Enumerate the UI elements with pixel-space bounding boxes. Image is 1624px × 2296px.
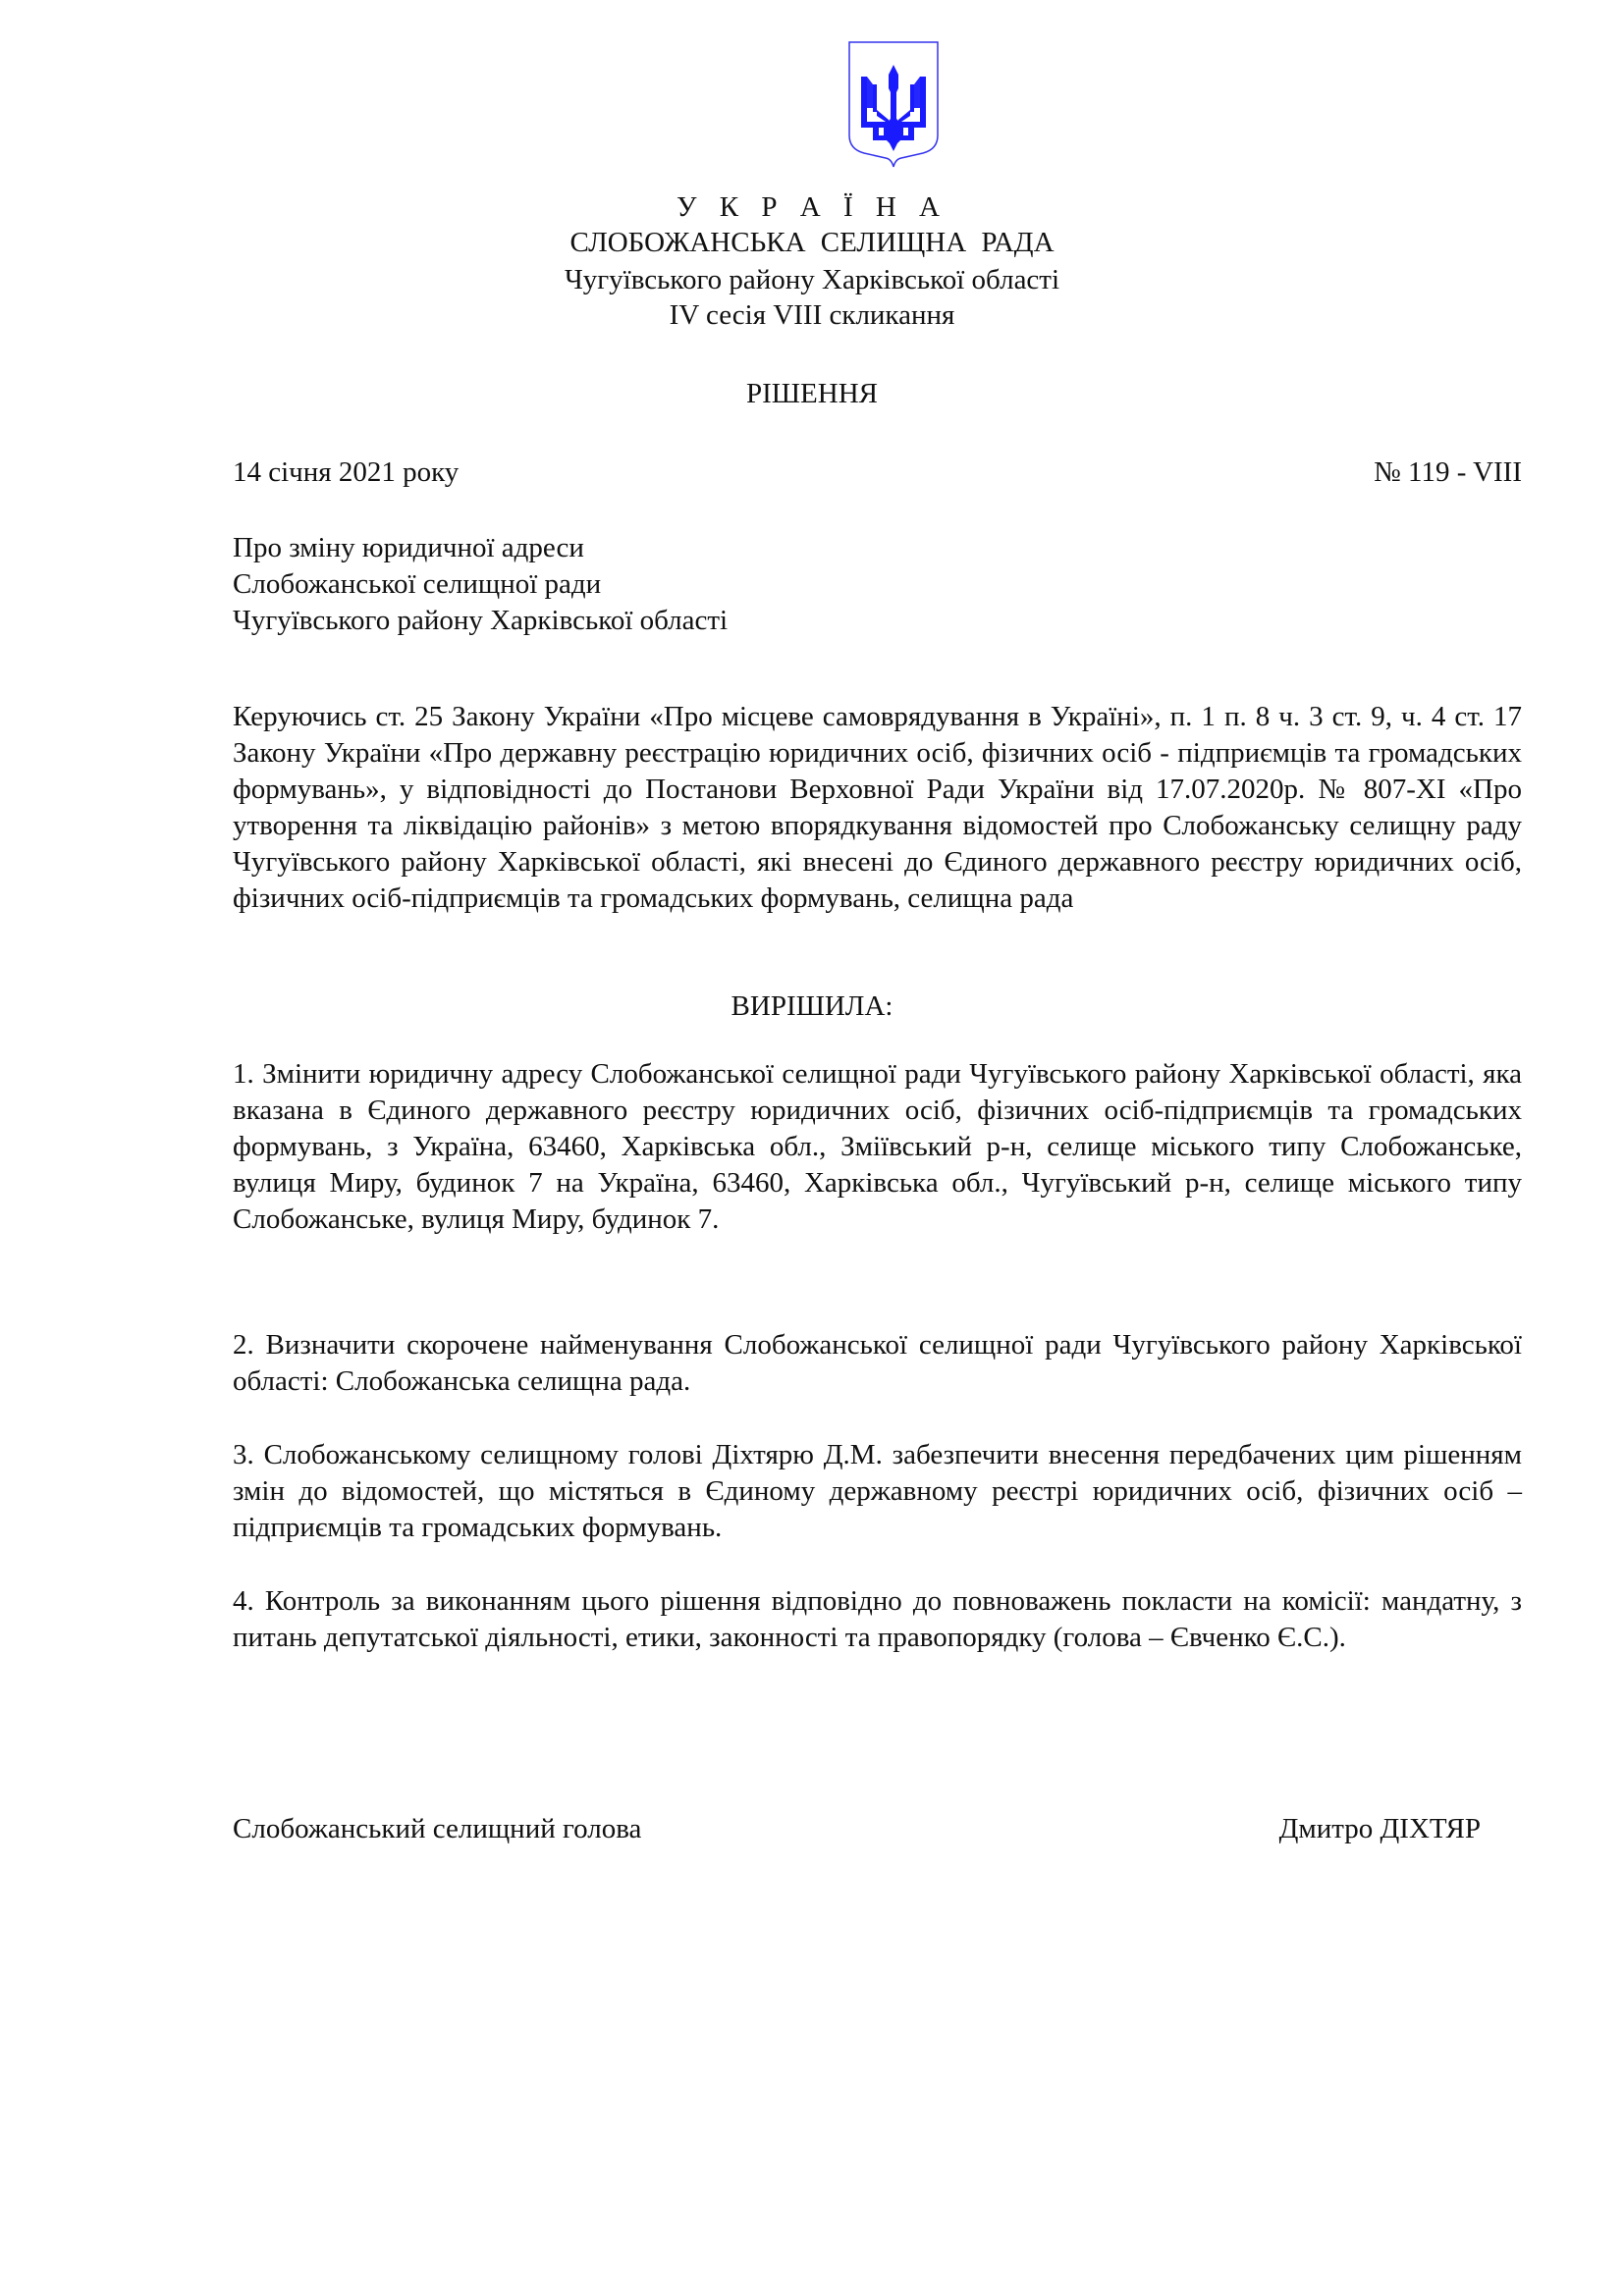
document-type-title: РІШЕННЯ [746,378,878,409]
session-info: IV сесія VIII скликання [669,299,955,331]
decision-date: 14 січня 2021 року [233,456,460,488]
signatory-name: Дмитро ДІХТЯР [1278,1813,1481,1844]
decision-number: № 119 - VIII [1374,456,1522,488]
signatory-position: Слобожанський селищний голова [233,1813,642,1844]
signature-row [233,1812,1522,1845]
resolution-item-4: 4. Контроль за виконанням цього рішення відповідно до повноважень покласти на комісії: мандатну, з питань депутатської діяльності, етики, законності та правопорядку (голова – Євченко Є.С.). [233,1585,1522,1653]
subject-line: Слобожанської селищної ради [233,568,602,600]
subject-line: Чугуївського району Харківської області [233,605,729,636]
district-name: Чугуївського району Харківської області [564,264,1060,295]
date-number-row [233,455,1522,489]
resolution-item-1: 1. Змінити юридичну адресу Слобожанської селищної ради Чугуївського району Харківської області, яка вказана в Єдиного державного реєстру юридичних осіб, фізичних осіб-підприємців та громадських формувань, з Україна, 63460, Харківська обл., Зміївський р-н, селище міського типу Слобожанське, вулиця Миру, будинок 7 на Україна, 63460, Харківська обл., Чугуївський р-н, селище міського типу Слобожанське, вулиця Миру, будинок 7. [233,1058,1522,1235]
subject-line: Про зміну юридичної адреси [233,532,584,563]
resolution-item-2: 2. Визначити скорочене найменування Слобожанської селищної ради Чугуївського району Харківської області: Слобожанська селищна рада. [233,1329,1522,1397]
decision-subject [233,530,728,639]
ukraine-coat-of-arms-icon [846,39,941,169]
resolution-item-3: 3. Слобожанському селищному голові Діхтярю Д.М. забезпечити внесення передбачених цим рішенням змін до відомостей, що містяться в Єдиному державному реєстрі юридичних осіб, фізичних осіб – підприємців та громадських формувань. [233,1439,1522,1543]
country-heading: У К Р А Ї Н А [677,191,947,223]
council-name: СЛОБОЖАНСЬКА СЕЛИЩНА РАДА [569,227,1055,258]
resolved-heading: ВИРІШИЛА: [731,990,893,1022]
preamble-paragraph: Керуючись ст. 25 Закону України «Про місцеве самоврядування в Україні», п. 1 п. 8 ч. 3 ст. 9, ч. 4 ст. 17 Закону України «Про державну реєстрацію юридичних осіб, фізичних осіб - підприємців та громадських формувань», у відповідності до Постанови Верховної Ради України від 17.07.2020р. № 807-ХІ «Про утворення та ліквідацію районів» з метою впорядкування відомостей про Слобожанську селищну раду Чугуївського району Харківської області, які внесені до Єдиного державного реєстру юридичних осіб, фізичних осіб-підприємців та громадських формувань, селищна рада [233,701,1522,914]
